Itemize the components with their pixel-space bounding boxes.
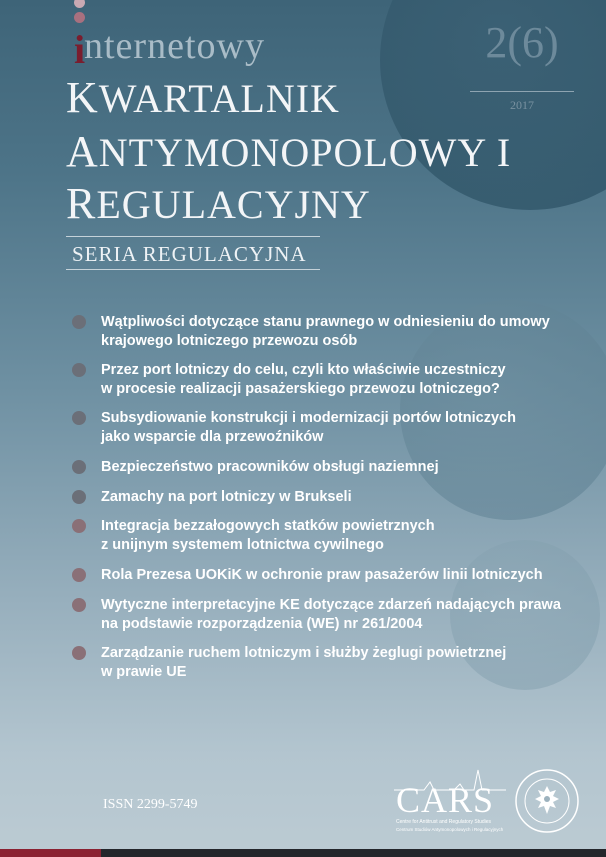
toc-item-line: Wytyczne interpretacyjne KE dotyczące zdarzeń nadających prawa bbox=[101, 597, 561, 613]
issn-label: ISSN 2299-5749 bbox=[103, 797, 198, 812]
bullet-icon bbox=[72, 490, 86, 504]
bullet-icon bbox=[72, 519, 86, 533]
toc-item bbox=[72, 566, 543, 585]
toc-item-line: krajowego lotniczego przewozu osób bbox=[101, 333, 358, 349]
cars-logo-subtitle-en: Centre for Antitrust and Regulatory Studies bbox=[396, 819, 492, 825]
title-line-1 bbox=[66, 72, 340, 123]
toc-item-line: jako wsparcie dla przewoźników bbox=[101, 429, 324, 445]
issue-divider bbox=[470, 91, 574, 92]
toc-item-line: z unijnym systemem lotnictwa cywilnego bbox=[101, 537, 384, 553]
toc-item bbox=[72, 596, 561, 634]
bullet-icon bbox=[72, 460, 86, 474]
masthead-dot-1 bbox=[74, 0, 85, 8]
toc-item-line: w prawie UE bbox=[101, 664, 187, 680]
bullet-icon bbox=[72, 363, 86, 377]
bullet-icon bbox=[72, 646, 86, 660]
cars-logo bbox=[394, 772, 506, 832]
series-divider-bottom bbox=[66, 269, 320, 270]
title-line-3 bbox=[66, 178, 371, 229]
toc-item-line: Zarządzanie ruchem lotniczym i służby żeglugi powietrznej bbox=[101, 645, 507, 661]
series-divider-top bbox=[66, 236, 320, 237]
bottom-bar-accent bbox=[0, 849, 101, 857]
bullet-icon bbox=[72, 411, 86, 425]
toc-item bbox=[72, 313, 550, 351]
toc-item bbox=[72, 488, 352, 507]
masthead-dot-2 bbox=[74, 12, 85, 23]
toc-item-line: w procesie realizacji pasażerskiego przewozu lotniczego? bbox=[101, 381, 500, 397]
toc-item bbox=[72, 644, 506, 682]
university-seal-icon bbox=[514, 768, 580, 834]
toc-item bbox=[72, 458, 439, 477]
title-line-3-initial: R bbox=[66, 179, 97, 228]
toc-item bbox=[72, 517, 435, 555]
bullet-icon bbox=[72, 315, 86, 329]
title-line-2 bbox=[66, 126, 511, 177]
toc-item-line: Rola Prezesa UOKiK w ochronie praw pasażerów linii lotniczych bbox=[101, 567, 543, 583]
cars-logo-subtitle-pl: Centrum Studiów Antymonopolowych i Regulacyjnych bbox=[396, 827, 504, 832]
issue-year: 2017 bbox=[510, 98, 534, 112]
issue-number: 2(6) bbox=[485, 18, 559, 67]
bullet-icon bbox=[72, 568, 86, 582]
title-line-1-initial: K bbox=[66, 73, 99, 122]
masthead-subtitle: nternetowy bbox=[84, 25, 265, 67]
toc-item-line: Integracja bezzałogowych statków powietrznych bbox=[101, 518, 435, 534]
cars-logo-text: CARS bbox=[396, 780, 495, 820]
toc-item bbox=[72, 409, 516, 447]
toc-item-line: Przez port lotniczy do celu, czyli kto właściwie uczestniczy bbox=[101, 362, 506, 378]
title-line-2-initial: A bbox=[66, 127, 99, 176]
title-line-2-rest: NTYMONOPOLOWY I bbox=[98, 130, 512, 175]
title-line-1-rest: WARTALNIK bbox=[98, 76, 340, 121]
title-line-3-rest: EGULACYJNY bbox=[96, 182, 371, 227]
series-title: SERIA REGULACYJNA bbox=[72, 242, 307, 266]
toc-item-line: Zamachy na port lotniczy w Brukseli bbox=[101, 489, 352, 505]
toc-item-line: Wątpliwości dotyczące stanu prawnego w odniesieniu do umowy bbox=[101, 314, 550, 330]
masthead-initial: i bbox=[74, 27, 86, 72]
toc-item-line: Bezpieczeństwo pracowników obsługi naziemnej bbox=[101, 459, 439, 475]
bullet-icon bbox=[72, 598, 86, 612]
toc-item bbox=[72, 361, 506, 399]
toc-item-line: Subsydiowanie konstrukcji i modernizacji portów lotniczych bbox=[101, 410, 516, 426]
toc-item-line: na podstawie rozporządzenia (WE) nr 261/2004 bbox=[101, 616, 423, 632]
